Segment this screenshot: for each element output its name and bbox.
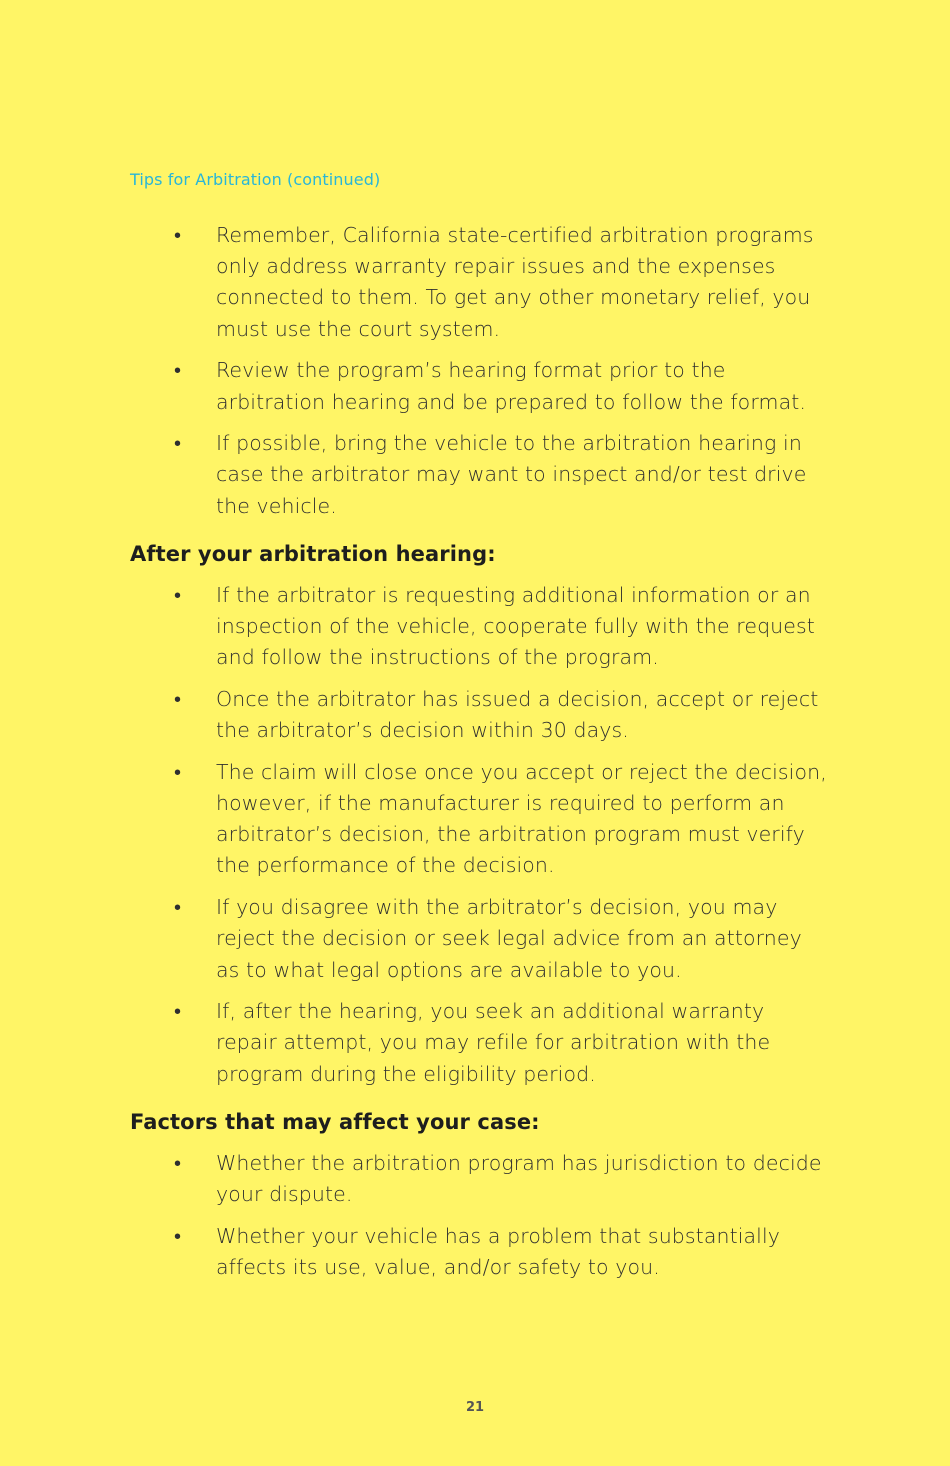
bullet-icon: • — [174, 431, 182, 456]
bullet-icon: • — [174, 582, 182, 607]
list-item — [130, 757, 830, 882]
bullet-icon: • — [174, 686, 182, 711]
intro-bullet-list — [130, 220, 830, 522]
bullet-icon: • — [174, 999, 182, 1024]
list-item-text: If the arbitrator is requesting additional information or an inspection of the vehicle, cooperate fully with the request and follow the instructions of the program. — [216, 582, 815, 670]
bullet-icon: • — [174, 223, 182, 247]
list-item-text: Whether your vehicle has a problem that substantially affects its use, value, and/or safety to you. — [216, 1223, 780, 1279]
bullet-icon: • — [174, 759, 182, 784]
running-head: Tips for Arbitration (continued) — [130, 170, 381, 189]
section-heading-after-hearing: After your arbitration hearing: — [130, 541, 496, 566]
list-item — [130, 684, 830, 746]
list-item — [130, 1148, 830, 1210]
list-item-text: The claim will close once you accept or reject the decision, however, if the manufacturer is required to perform an arbitrator’s decision, the arbitration program must verify the performance of the decision. — [216, 759, 827, 878]
list-item-text: If you disagree with the arbitrator’s decision, you may reject the decision or seek legal advice from an attorney as to what legal options are available to you. — [216, 895, 802, 982]
list-item — [130, 428, 830, 522]
list-item — [130, 220, 830, 345]
factors-bullet-list — [130, 1148, 830, 1283]
bullet-icon: • — [174, 1150, 182, 1175]
bullet-icon: • — [174, 895, 182, 920]
list-item-text: If possible, bring the vehicle to the arbitration hearing in case the arbitrator may want to inspect and/or test drive the vehicle. — [216, 431, 807, 518]
list-item — [130, 1221, 830, 1283]
list-item-text: If, after the hearing, you seek an additional warranty repair attempt, you may refile for arbitration with the program during the eligibility period. — [216, 999, 771, 1086]
list-item — [130, 580, 830, 674]
list-item-text: Review the program’s hearing format prior to the arbitration hearing and be prepared to follow the format. — [216, 358, 806, 414]
page-number: 21 — [465, 1400, 485, 1415]
list-item — [130, 996, 830, 1090]
list-item — [130, 355, 830, 417]
after-hearing-bullet-list — [130, 580, 830, 1090]
page-content — [130, 220, 830, 1294]
bullet-icon: • — [174, 358, 182, 383]
bullet-icon: • — [174, 1223, 182, 1248]
section-heading-factors: Factors that may affect your case: — [130, 1109, 540, 1134]
list-item-text: Remember, California state-certified arbitration programs only address warranty repair issues and the expenses connected to them. To get any other monetary relief, you must use the court system. — [216, 223, 814, 341]
list-item-text: Whether the arbitration program has jurisdiction to decide your dispute. — [216, 1150, 822, 1207]
list-item-text: Once the arbitrator has issued a decision, accept or reject the arbitrator’s decision within 30 days. — [216, 686, 819, 743]
list-item — [130, 892, 830, 986]
